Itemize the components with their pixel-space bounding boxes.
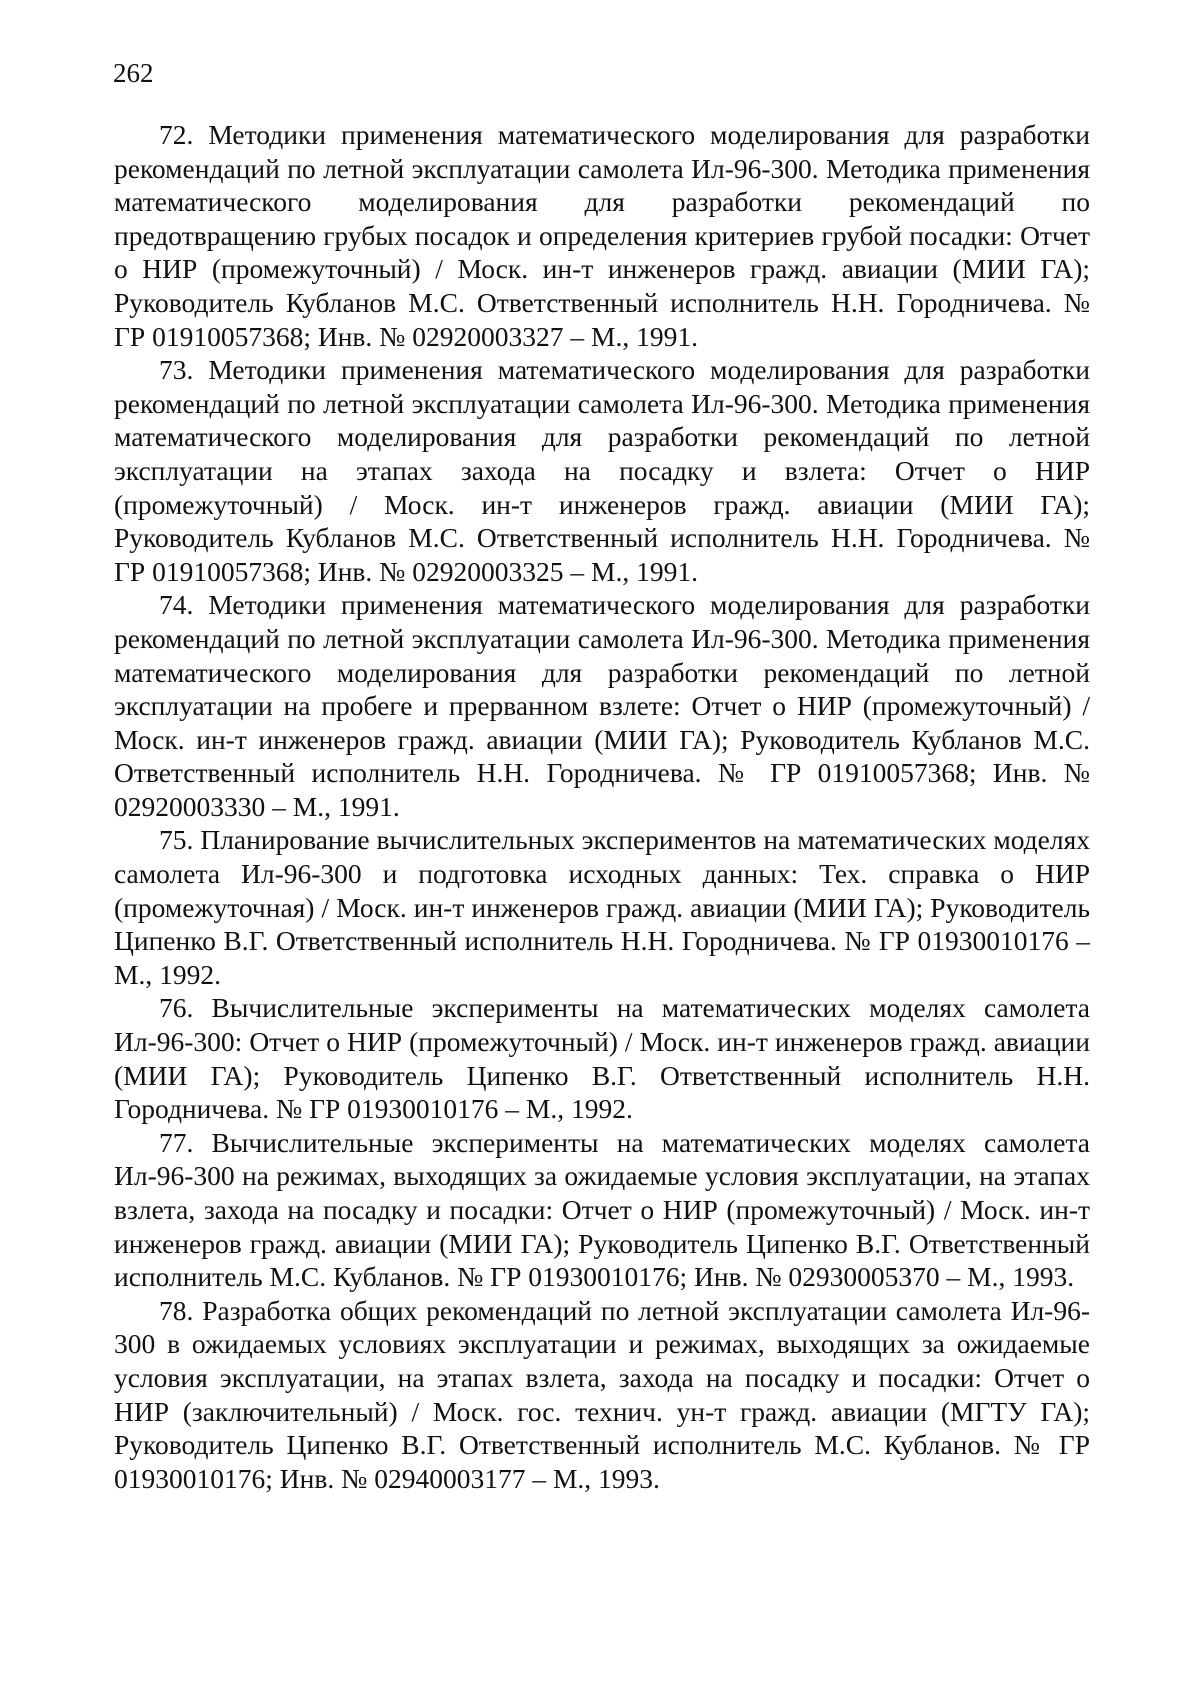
reference-item: 72. Методики применения математического моделирования для разработки рекомендаций по летной эксплуатации самолета Ил-96-300. Методика применения математического моделирования для разработки рекомендаций по предотвращению грубых посадок и определения критериев грубой посадки: Отчет о НИР (промежуточный) / Моск. ин-т инженеров гражд. авиации (МИИ ГА); Руководитель Кубланов М.С. Ответственный исполнитель Н.Н. Городничева. № ГР 01910057368; Инв. № 02920003327 – М., 1991.	[114, 119, 1090, 352]
reference-item: 76. Вычислительные эксперименты на математических моделях самолета Ил-96-300: Отчет о НИР (промежуточный) / Моск. ин-т инженеров гражд. авиации (МИИ ГА); Руководитель Ципенко В.Г. Ответственный исполнитель Н.Н. Городничева. № ГР 01930010176 – М., 1992.	[114, 992, 1090, 1125]
reference-item: 77. Вычислительные эксперименты на математических моделях самолета Ил-96-300 на режимах, выходящих за ожидаемые условия эксплуатации, на этапах взлета, захода на посадку и посадки: Отчет о НИР (промежуточный) / Моск. ин-т инженеров гражд. авиации (МИИ ГА); Руководитель Ципенко В.Г. Ответственный исполнитель М.С. Кубланов. № ГР 01930010176; Инв. № 02930005370 – М., 1993.	[114, 1126, 1090, 1293]
reference-item: 74. Методики применения математического моделирования для разработки рекомендаций по летной эксплуатации самолета Ил-96-300. Методика применения математического моделирования для разработки рекомендаций по летной эксплуатации на пробеге и прерванном взлете: Отчет о НИР (промежуточный) / Моск. ин-т инженеров гражд. авиации (МИИ ГА); Руководитель Кубланов М.С. Ответственный исполнитель Н.Н. Городничева. № ГР 01910057368; Инв. № 02920003330 – М., 1991.	[114, 589, 1090, 822]
reference-item: 78. Разработка общих рекомендаций по летной эксплуатации самолета Ил-96-300 в ожидаемых условиях эксплуатации и режимах, выходящих за ожидаемые условия эксплуатации, на этапах взлета, захода на посадку и посадки: Отчет о НИР (заключительный) / Моск. гос. технич. ун-т гражд. авиации (МГТУ ГА); Руководитель Ципенко В.Г. Ответственный исполнитель М.С. Кубланов. № ГР 01930010176; Инв. № 02940003177 – М., 1993.	[114, 1294, 1090, 1494]
reference-item: 75. Планирование вычислительных экспериментов на математических моделях самолета Ил-96-300 и подготовка исходных данных: Тех. справка о НИР (промежуточная) / Моск. ин-т инженеров гражд. авиации (МИИ ГА); Руководитель Ципенко В.Г. Ответственный исполнитель Н.Н. Городничева. № ГР 01930010176 – М., 1992.	[114, 824, 1090, 990]
reference-item: 73. Методики применения математического моделирования для разработки рекомендаций по летной эксплуатации самолета Ил-96-300. Методика применения математического моделирования для разработки рекомендаций по летной эксплуатации на этапах захода на посадку и взлета: Отчет о НИР (промежуточный) / Моск. ин-т инженеров гражд. авиации (МИИ ГА); Руководитель Кубланов М.С. Ответственный исполнитель Н.Н. Городничева. № ГР 01910057368; Инв. № 02920003325 – М., 1991.	[114, 354, 1090, 587]
reference-list	[114, 118, 1090, 1495]
page-number: 262	[113, 58, 154, 88]
